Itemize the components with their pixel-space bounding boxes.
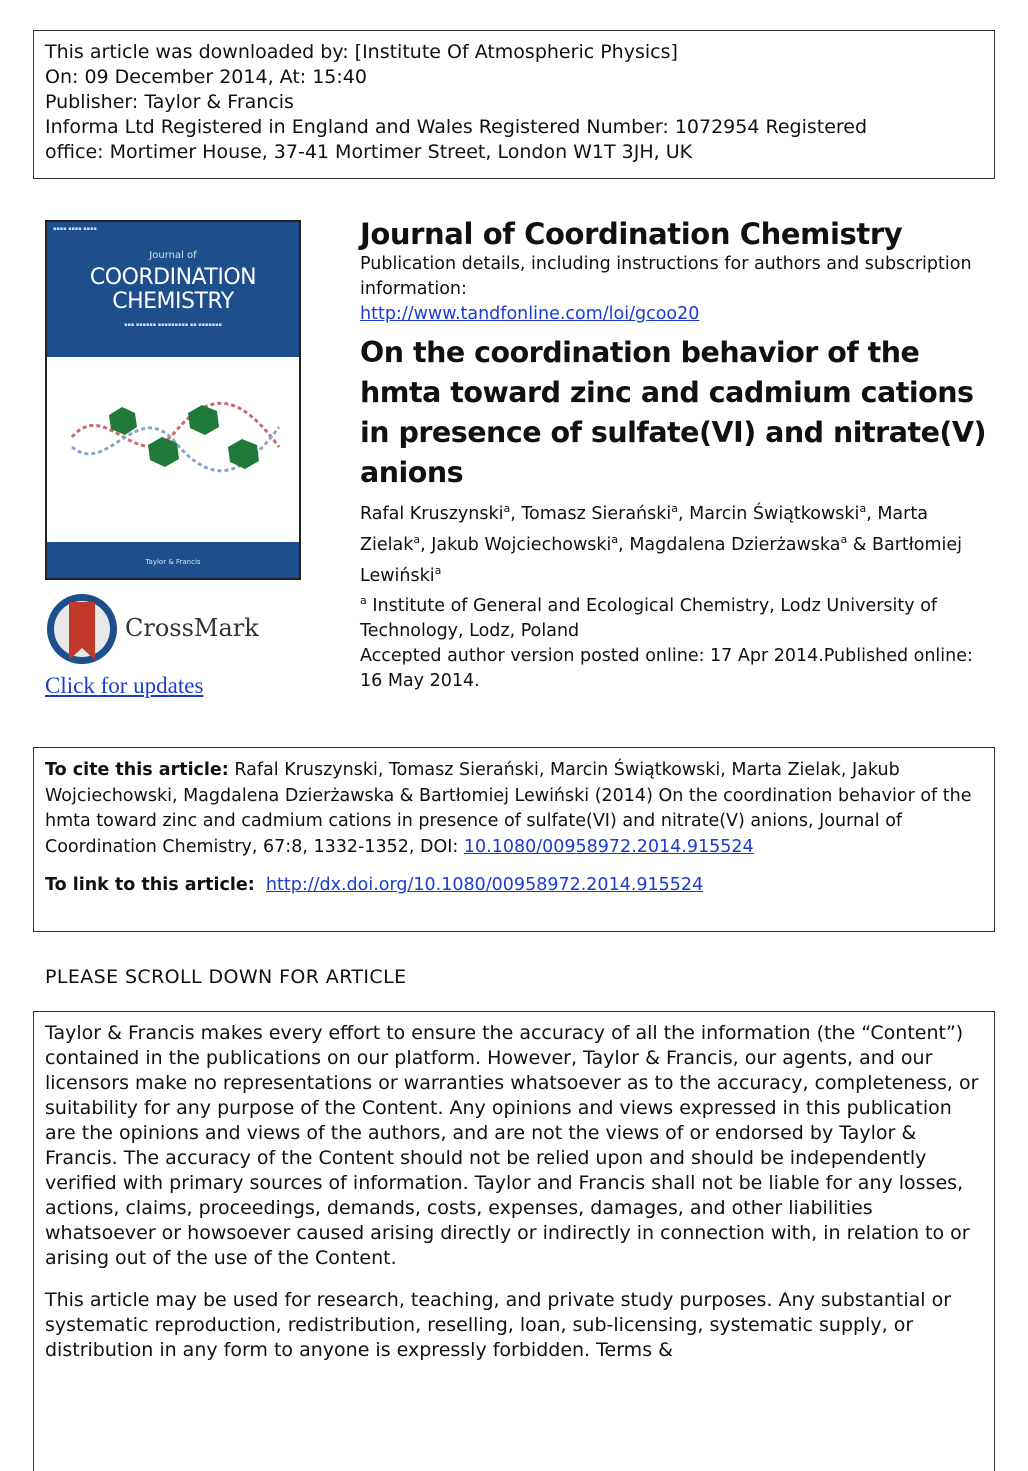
author: Magdalena Dzierżawska [629,535,841,555]
crossmark-label[interactable]: CrossMark [125,614,259,642]
author: Rafal Kruszynski [360,504,504,524]
author-list: Rafal Kruszynski$^a$, Tomasz Sierański$^a$, Marcin Świątkowski$^a$, Marta Zielak$^a$, Jakub Wojciechowski$^a$, Magdalena Dzierżawska$^a$ & Bartłomiej Lewiński$^a$ [360,502,963,586]
publication-dates: Accepted author version posted online: 17 Apr 2014.Published online: 16 May 2014. [360,646,973,691]
office-line: office: Mortimer House, 37-41 Mortimer Street, London W1T 3JH, UK [45,141,693,163]
cite-label: To cite this article: [45,760,229,780]
molecule-illustration [67,377,283,487]
disclaimer-paragraph-1: Taylor & Francis makes every effort to ensure the accuracy of all the information (the “Content”) contained in the publications on our platform. However, Taylor & Francis, our agents, and our licensors make no representations or warranties whatsoever as to the accuracy, completeness, or suitability for any purpose of the Content. Any opinions and views expressed in this publication are the opinions and views of the authors, and are not the views of or endorsed by Taylor & Francis. The accuracy of the Content should not be relied upon and should be independently verified with primary sources of information. Taylor and Francis shall not be liable for any losses, actions, claims, proceedings, demands, costs, expenses, damages, and other liabilities whatsoever or howsoever caused arising directly or indirectly in connection with, in relation to or arising out of the use of the Content. [45,1022,979,1269]
download-line: This article was downloaded by: [Institute Of Atmospheric Physics] [45,41,678,63]
cite-body: Rafal Kruszynski, Tomasz Sierański, Marcin Świątkowski, Marta Zielak, Jakub Wojciechowski, Magdalena Dzierżawska & Bartłomiej Lewiński (2014) On the coordination behavior of the hmta toward zinc and cadmium cations in presence of sulfate(VI) and nitrate(V) anions, Journal of Coordination Chemistry, 67:8, 1332-1352, DOI: [45,760,972,857]
cover-publisher: Taylor & Francis [145,558,201,566]
article-url-link[interactable]: http://dx.doi.org/10.1080/00958972.2014.915524 [265,875,704,895]
registration-line: Informa Ltd Registered in England and Wales Registered Number: 1072954 Registered [45,116,868,138]
doi-link[interactable]: 10.1080/00958972.2014.915524 [463,836,754,857]
article-title: On the coordination behavior of the hmta toward zinc and cadmium cations in presence of sulfate(VI) and nitrate(V) anions [360,336,987,489]
citation-box [33,747,995,932]
author: Bartłomiej Lewiński [360,535,963,586]
affiliation: $^a$ Institute of General and Ecological Chemistry, Lodz University of Technology, Lodz, Poland [360,594,938,641]
scroll-down-message: PLEASE SCROLL DOWN FOR ARTICLE [45,966,407,988]
cover-title [47,266,299,314]
disclaimer-paragraph-2: This article may be used for research, teaching, and private study purposes. Any substantial or systematic reproduction, redistribution, reselling, loan, sub-licensing, systematic supply, or distribution in any form to anyone is expressly forbidden. Terms & [45,1289,952,1361]
journal-title: Journal of Coordination Chemistry [360,217,903,251]
publication-details: Publication details, including instructions for authors and subscription information: [360,254,972,299]
disclaimer-box [33,1011,995,1471]
cover-title-line1: COORDINATION [89,265,257,290]
publisher-line: Publisher: Taylor & Francis [45,91,294,113]
download-info-box [33,30,995,179]
cover-editor: ▪▪▪ ▪▪▪▪▪▪ ▪▪▪▪▪▪▪▪▪ ▪▪ ▪▪▪▪▪▪▪ [124,322,222,328]
cover-title-line2: CHEMISTRY [112,289,234,314]
link-label: To link to this article: [45,875,255,895]
citation-text [45,758,983,860]
author: Marcin Świątkowski [689,504,860,524]
author: Tomasz Sierański [521,504,672,524]
author: Marta Zielak [360,504,928,555]
article-link-line [45,873,983,899]
download-date: On: 09 December 2014, At: 15:40 [45,66,367,88]
author: Jakub Wojciechowski [431,535,612,555]
affiliation-text: Institute of General and Ecological Chemistry, Lodz University of Technology, Lodz, Poland [360,596,938,641]
article-header [360,216,990,694]
journal-cover-image [45,220,301,580]
journal-url-link[interactable]: http://www.tandfonline.com/loi/gcoo20 [360,304,700,324]
cover-journal-of: Journal of [149,250,197,261]
click-for-updates-link[interactable]: Click for updates [45,673,204,698]
cover-issn: ▪▪▪▪ ▪▪▪▪ ▪▪▪▪ [53,226,97,232]
